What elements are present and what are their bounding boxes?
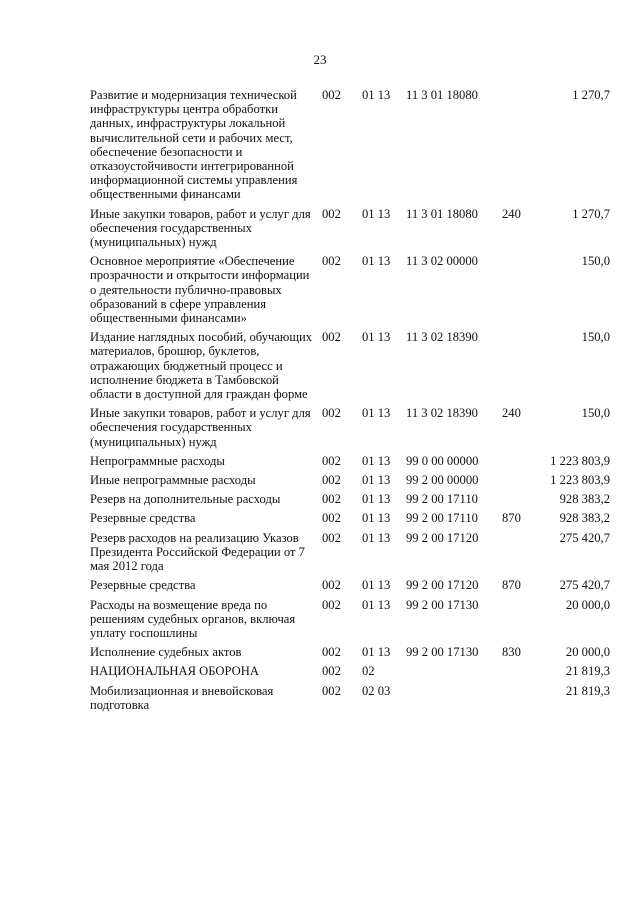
expense-name: Развитие и модернизация технической инфраструктуры центра обработки данных, инфраструктуры локальной вычислительной сети и рабочих мест, обеспечение безопасности и отказоустойчивости интегрированной информационной системы управления общественными финансами [90,88,298,202]
target-article-code [400,684,500,712]
amount: 20 000,0 [565,597,610,612]
table-row [90,473,610,487]
expense-name: Мобилизационная и вневойсковая подготовка [90,683,274,712]
table-row [90,492,610,506]
department-code: 002 [322,473,341,488]
table-row [90,511,610,525]
expense-type-code: 240 [502,406,521,421]
budget-table [90,88,610,717]
page-number: 23 [313,52,327,67]
department-code: 002 [322,206,341,221]
target-article-code: 11 3 02 00000 [406,254,478,269]
expense-name: Иные закупки товаров, работ и услуг для обеспечения государственных (муниципальных) нужд [90,206,311,250]
section-code: 02 03 [362,683,391,698]
amount: 1 223 803,9 [550,473,610,488]
target-article-code: 99 2 00 17110 [406,511,478,526]
expense-name: Иные непрограммные расходы [90,473,256,488]
section-code: 01 13 [362,597,391,612]
amount: 150,0 [581,254,610,269]
amount: 1 270,7 [572,88,610,102]
expense-name: Резерв расходов на реализацию Указов Президента Российской Федерации от 7 мая 2012 года [90,530,305,574]
amount: 21 819,3 [565,664,610,679]
amount: 21 819,3 [565,683,610,698]
table-row [90,578,610,592]
table-row [90,406,610,449]
expense-name: Иные закупки товаров, работ и услуг для обеспечения государственных (муниципальных) нужд [90,406,311,449]
department-code: 002 [322,492,341,507]
amount: 275 420,7 [559,530,610,545]
department-code: 002 [322,453,341,468]
section-code: 01 13 [362,492,391,507]
target-article-code: 11 3 01 18080 [406,88,478,102]
department-code: 002 [322,597,341,612]
section-code: 01 13 [362,645,391,660]
target-article-code: 99 2 00 17120 [406,578,479,593]
section-code: 01 13 [362,88,391,102]
section-code: 01 13 [362,206,391,221]
target-article-code: 99 2 00 00000 [406,473,479,488]
expense-type-code [500,254,542,325]
expense-type-code [500,473,542,487]
table-row [90,454,610,468]
section-code: 01 13 [362,578,391,593]
amount: 275 420,7 [559,578,610,593]
department-code: 002 [322,645,341,660]
section-code: 01 13 [362,406,391,421]
target-article-code: 11 3 02 18390 [406,330,478,345]
amount: 150,0 [581,330,610,345]
section-code: 01 13 [362,511,391,526]
department-code: 002 [322,664,341,679]
expense-name: Основное мероприятие «Обеспечение прозрачности и открытости информации о деятельности публично-правовых образований в сфере управления общественными финансами» [90,254,310,326]
department-code: 002 [322,530,341,545]
expense-type-code [500,88,542,202]
table-row [90,664,610,678]
amount: 928 383,2 [559,492,610,507]
expense-type-code [500,492,542,506]
expense-type-code [500,664,542,678]
department-code: 002 [322,406,341,421]
expense-name: Исполнение судебных актов [90,645,242,660]
target-article-code: 99 2 00 17130 [406,645,479,660]
target-article-code: 99 2 00 17130 [406,597,479,612]
target-article-code: 99 0 00 00000 [406,453,479,468]
expense-name: Резерв на дополнительные расходы [90,492,281,507]
amount: 20 000,0 [565,645,610,660]
amount: 1 223 803,9 [550,453,610,468]
expense-type-code [500,531,542,574]
department-code: 002 [322,330,341,345]
amount: 928 383,2 [559,511,610,526]
department-code: 002 [322,511,341,526]
expense-type-code: 830 [502,645,521,660]
department-code: 002 [322,88,341,102]
section-code: 01 13 [362,254,391,269]
expense-type-code [500,598,542,641]
table-row [90,254,610,325]
expense-type-code: 240 [502,206,521,221]
section-code: 01 13 [362,453,391,468]
expense-name: Непрограммные расходы [90,453,225,468]
expense-name: Резервные средства [90,511,196,526]
amount: 1 270,7 [572,206,610,221]
department-code: 002 [322,578,341,593]
amount: 150,0 [581,406,610,421]
section-code: 02 [362,664,375,679]
table-row [90,207,610,250]
expense-type-code: 870 [502,578,521,593]
expense-type-code [500,454,542,468]
expense-name: Издание наглядных пособий, обучающих материалов, брошюр, буклетов, отражающих бюджетный процесс и исполнение бюджета в Тамбовской области в доступной для граждан форме [90,330,313,402]
table-row [90,531,610,574]
target-article-code: 11 3 01 18080 [406,206,478,221]
section-code: 01 13 [362,473,391,488]
department-code: 002 [322,254,341,269]
section-code: 01 13 [362,530,391,545]
table-row [90,684,610,712]
expense-type-code [500,330,542,401]
expense-type-code: 870 [502,511,521,526]
section-code: 01 13 [362,330,391,345]
target-article-code: 99 2 00 17110 [406,492,478,507]
department-code: 002 [322,683,341,698]
target-article-code [400,664,500,678]
target-article-code: 99 2 00 17120 [406,530,479,545]
expense-name: НАЦИОНАЛЬНАЯ ОБОРОНА [90,664,259,679]
expense-name: Резервные средства [90,578,196,593]
table-row [90,88,610,202]
table-row [90,645,610,659]
expense-name: Расходы на возмещение вреда по решениям судебных органов, включая уплату госпошлины [90,597,296,640]
table-row [90,330,610,401]
target-article-code: 11 3 02 18390 [406,406,478,421]
table-row [90,598,610,641]
expense-type-code [500,684,542,712]
